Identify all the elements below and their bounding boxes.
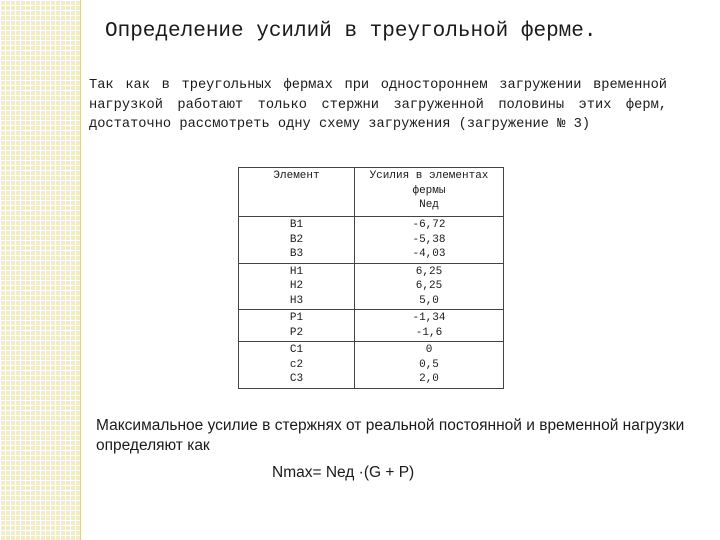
table-row xyxy=(239,310,504,342)
table-row xyxy=(239,217,504,264)
force-value: 5,0 xyxy=(419,294,439,307)
element-label: Н3 xyxy=(289,294,304,307)
header-force xyxy=(355,168,504,217)
element-label: Р2 xyxy=(289,326,304,339)
conclusion-paragraph: Максимальное усилие в стержнях от реальной постоянной и временной нагрузки определяют как xyxy=(96,417,685,454)
force-value: -4,03 xyxy=(412,248,446,260)
force-value: 6,25 xyxy=(415,265,443,278)
element-label: С3 xyxy=(289,373,304,385)
force-value: -5,38 xyxy=(412,233,446,246)
force-value: 0,5 xyxy=(419,358,439,371)
element-label: с2 xyxy=(289,358,304,371)
element-cell xyxy=(239,217,355,264)
element-cell xyxy=(239,342,355,389)
decorative-side-strip xyxy=(0,0,80,540)
truss-forces-table xyxy=(238,167,504,389)
element-cell xyxy=(239,263,355,310)
page-title: Определение усилий в треугольной ферме. xyxy=(105,20,597,43)
side-strip-divider xyxy=(80,0,81,540)
force-cell xyxy=(355,342,504,389)
header-element: Элемент xyxy=(239,168,355,217)
force-value: -1,6 xyxy=(415,326,443,339)
table-row xyxy=(239,342,504,389)
element-label: С1 xyxy=(289,344,304,356)
force-value: 0 xyxy=(425,344,433,356)
header-force-line: фермы xyxy=(412,184,446,197)
header-force-line: Nед xyxy=(419,199,439,211)
element-label: Н2 xyxy=(289,280,304,292)
max-force-formula: Nmax= Nед ·(G + P) xyxy=(272,464,415,481)
element-cell xyxy=(239,310,355,342)
force-value: -1,34 xyxy=(412,312,446,324)
force-value: 6,25 xyxy=(415,280,443,292)
element-label: Р1 xyxy=(289,312,304,324)
header-force-line: Усилия в элементах xyxy=(369,170,489,182)
intro-paragraph: Так как в треугольных фермах при одностороннем загружении временной нагрузкой работают только стержни загруженной половины этих ферм, достаточно рассмотреть одну схему загружения (загружение № 3) xyxy=(89,78,667,132)
force-value: 2,0 xyxy=(419,373,439,385)
force-cell xyxy=(355,217,504,264)
force-cell xyxy=(355,263,504,310)
element-label: В1 xyxy=(289,219,304,231)
table-row xyxy=(239,263,504,310)
element-label: В2 xyxy=(289,233,304,246)
force-cell xyxy=(355,310,504,342)
force-value: -6,72 xyxy=(412,219,446,231)
element-label: В3 xyxy=(289,248,304,260)
element-label: Н1 xyxy=(289,265,304,278)
table-header-row xyxy=(239,168,504,217)
